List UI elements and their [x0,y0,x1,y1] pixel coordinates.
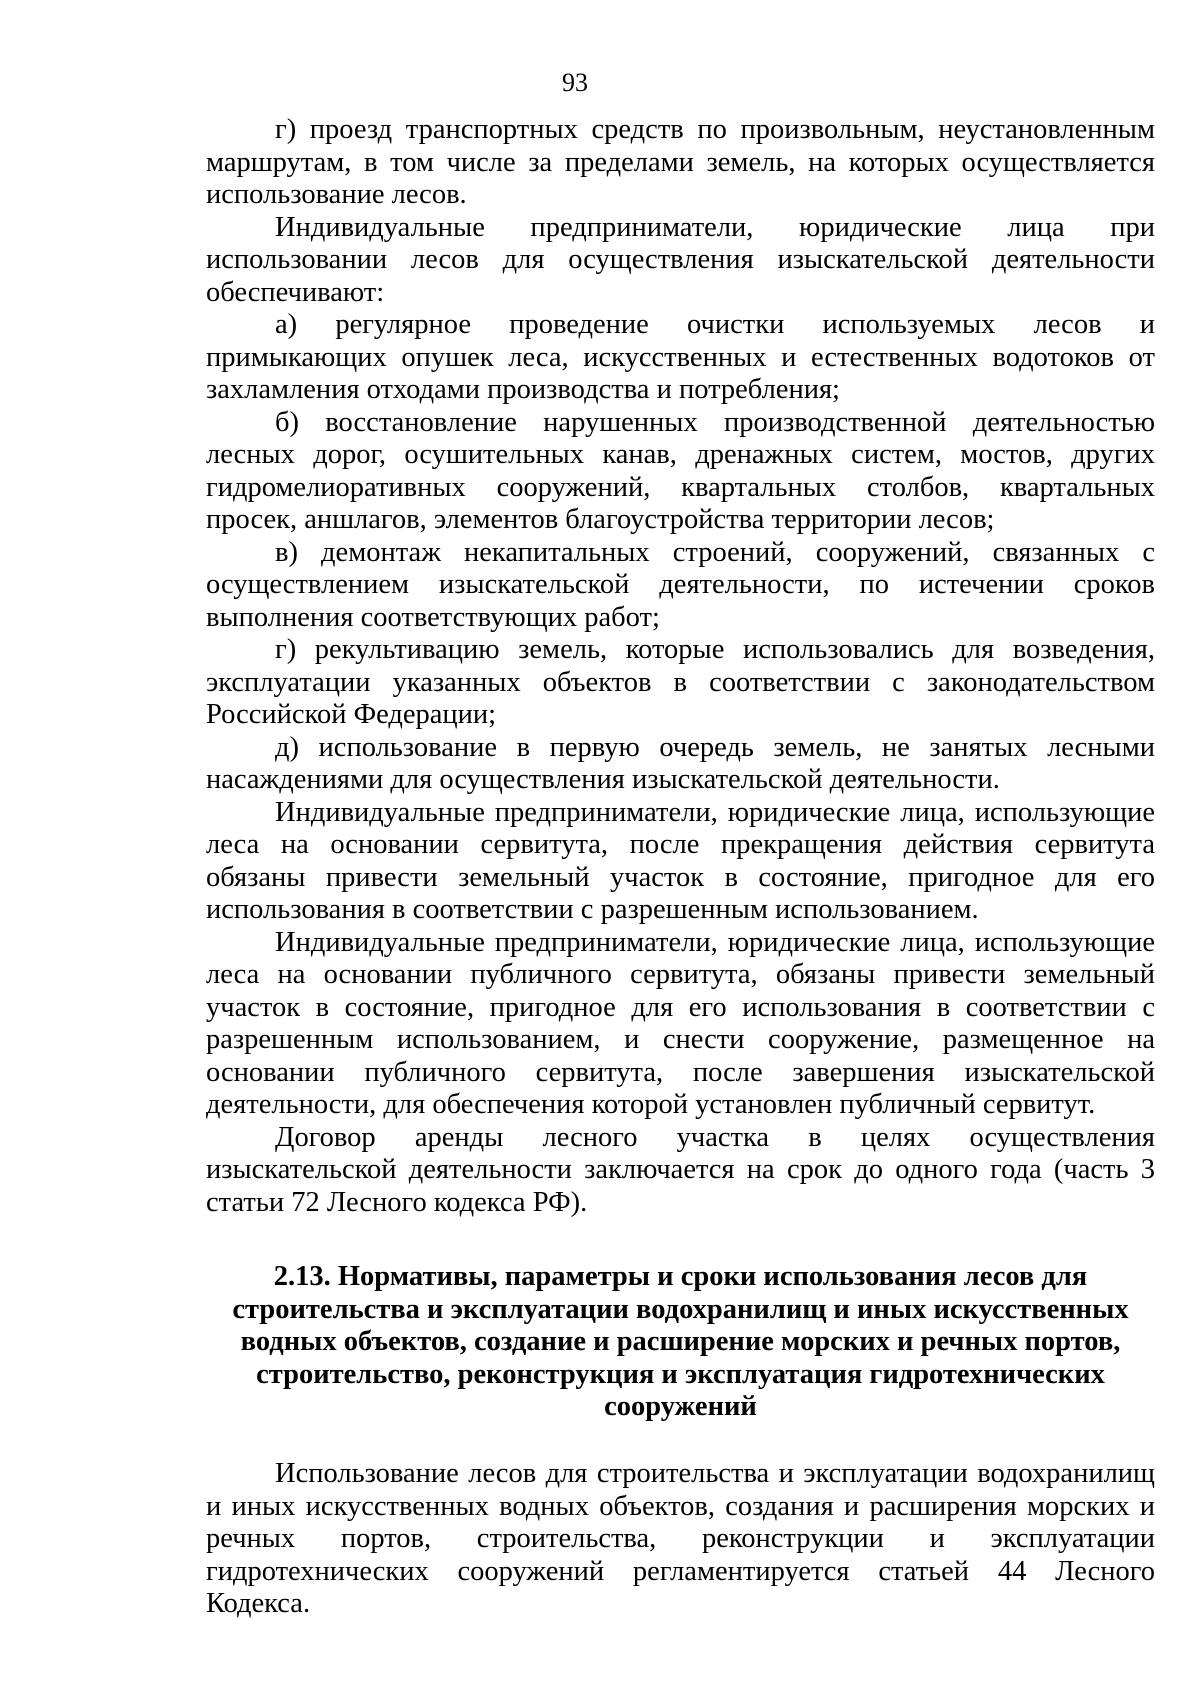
section-text [206,1458,1155,1621]
paragraph-obligations-intro: Индивидуальные предприниматели, юридические лица при использовании лесов для осуществления изыскательской деятельности обеспечивают: [206,211,1155,308]
paragraph-item-b-restoration: б) восстановление нарушенных производственной деятельностью лесных дорог, осушительных канав, дренажных систем, мостов, других гидромелиоративных сооружений, квартальных столбов, квартальных просек, аншлагов, элементов благоустройства территории лесов; [206,406,1155,535]
section-paragraph: Использование лесов для строительства и эксплуатации водохранилищ и иных искусственных водных объектов, создания и расширения морских и речных портов, строительства, реконструкции и эксплуатации гидротехнических сооружений регламентируется статьей 44 Лесного Кодекса. [206,1458,1155,1619]
paragraph-item-g-driving: г) проезд транспортных средств по произвольным, неустановленным маршрутам, в том числе за пределами земель, на которых осуществляется использование лесов. [206,114,1155,210]
section-heading: 2.13. Нормативы, параметры и сроки использования лесов для строительства и эксплуатации водохранилищ и иных искусственных водных объектов, создание и расширение морских и речных портов, строительство, реконструкция и эксплуатация гидротехнических сооружений [232,1261,1129,1422]
paragraph-item-a-cleaning: а) регулярное проведение очистки используемых лесов и примыкающих опушек леса, искусственных и естественных водотоков от захламления отходами производства и потребления; [206,309,1155,405]
paragraph-public-servitude: Индивидуальные предприниматели, юридические лица, использующие леса на основании публичного сервитута, обязаны привести земельный участок в состояние, пригодное для его использования в соответствии с разрешенным использованием, и снести сооружение, размещенное на основании публичного сервитута, после завершения изыскательской деятельности, для обеспечения которой установлен публичный сервитут. [206,926,1155,1120]
page-number: 93 [562,68,588,97]
paragraph-servitude: Индивидуальные предприниматели, юридические лица, использующие леса на основании сервитута, после прекращения действия сервитута обязаны привести земельный участок в состояние, пригодное для его использования в соответствии с разрешенным использованием. [206,796,1155,925]
body-text [206,114,1155,1219]
paragraph-item-v-dismantling: в) демонтаж некапитальных строений, сооружений, связанных с осуществлением изыскательской деятельности, по истечении сроков выполнения соответствующих работ; [206,536,1155,633]
paragraph-lease-agreement: Договор аренды лесного участка в целях осуществления изыскательской деятельности заключается на срок до одного года (часть 3 статьи 72 Лесного кодекса РФ). [206,1121,1155,1218]
paragraph-item-g-recultivation: г) рекультивацию земель, которые использовались для возведения, эксплуатации указанных объектов в соответствии с законодательством Российской Федерации; [206,634,1155,730]
paragraph-item-d-land-use: д) использование в первую очередь земель, не занятых лесными насаждениями для осуществления изыскательской деятельности. [206,731,1155,795]
